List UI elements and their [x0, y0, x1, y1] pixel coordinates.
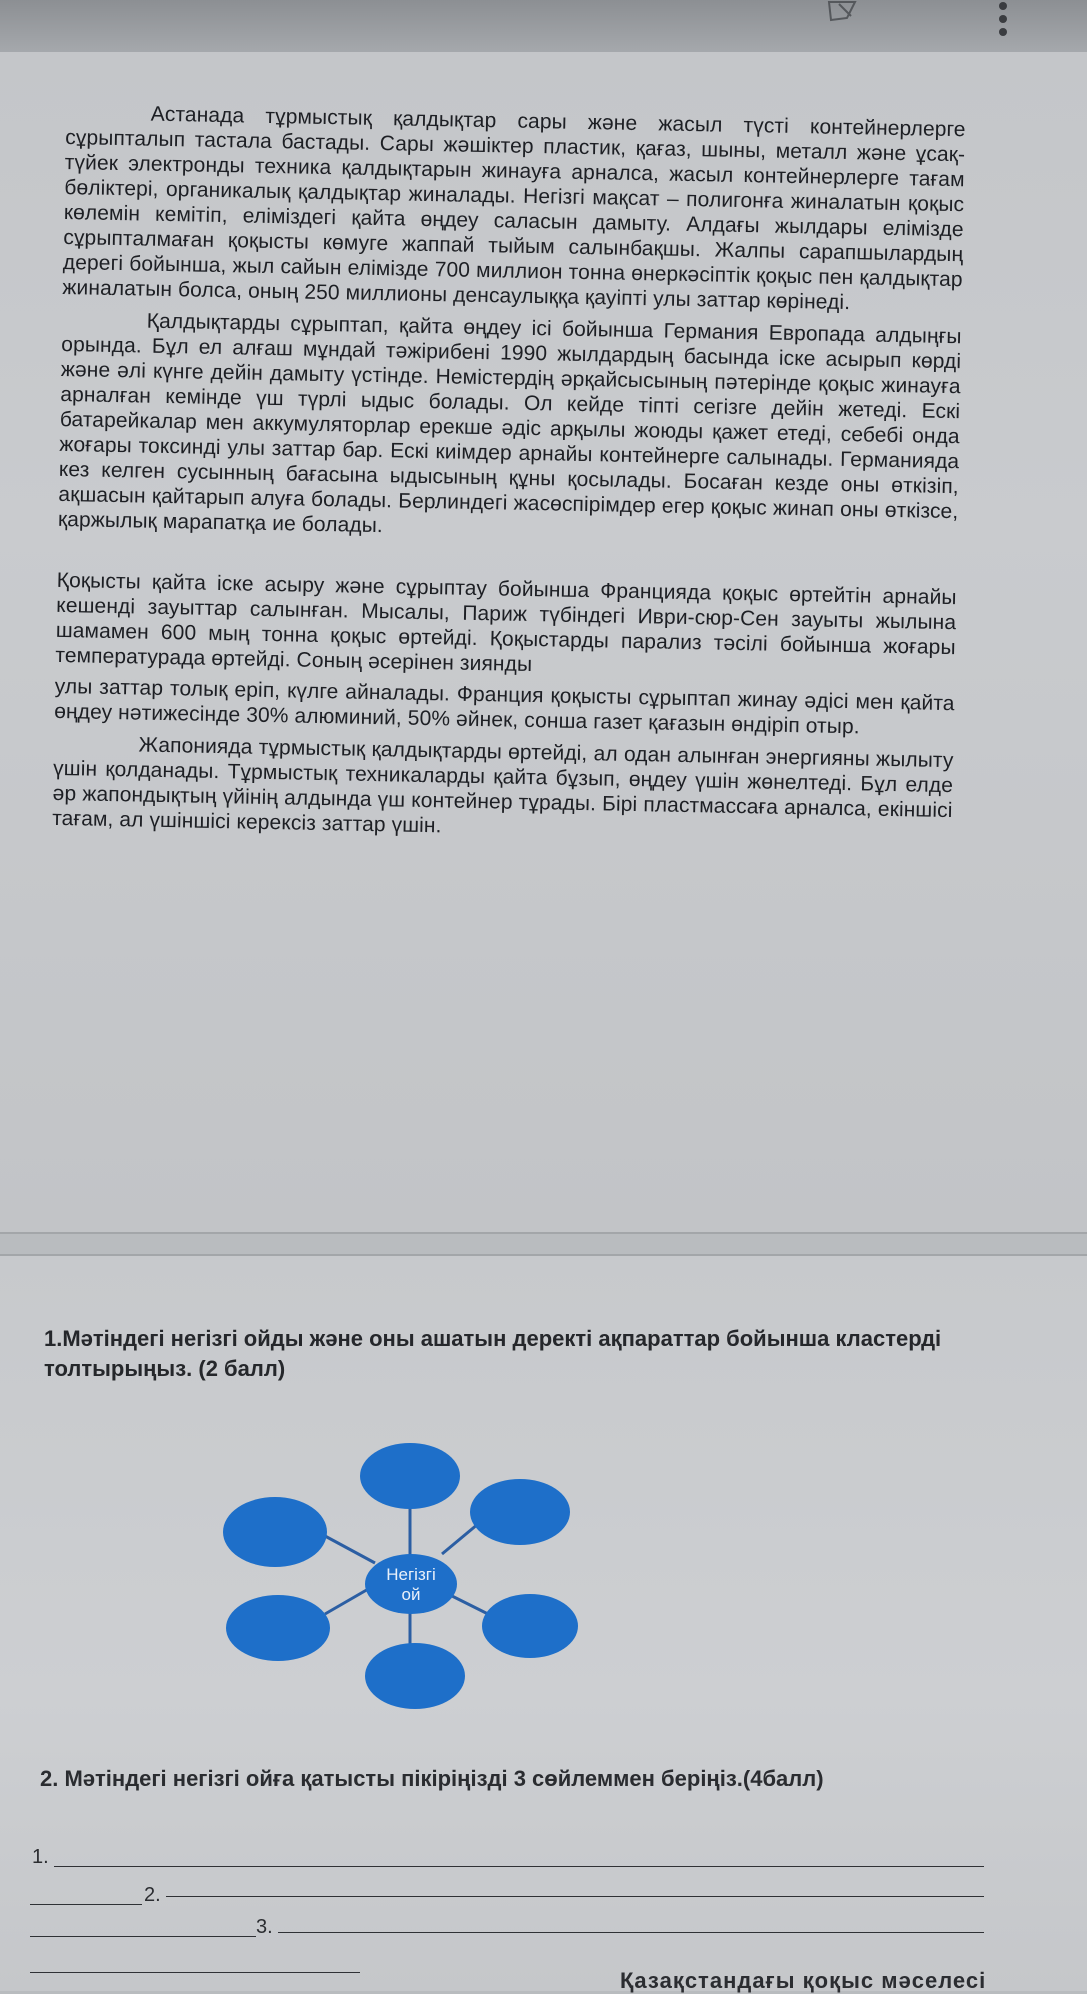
- answer-number-1: 1.: [32, 1846, 49, 1868]
- answer-line-1b[interactable]: [30, 1904, 142, 1905]
- answer-line-2[interactable]: [166, 1896, 984, 1897]
- answer-line-3[interactable]: [278, 1932, 984, 1933]
- answer-line-3b[interactable]: [30, 1972, 360, 1973]
- task1-prompt: 1.Мәтіндегі негізгі ойды және оны ашатын деректі ақпараттар бойынша кластерді толтырыңыз. (2 балл): [44, 1326, 942, 1381]
- task-sheet: [0, 1256, 1087, 1991]
- cluster-center-label-1: Негізгі: [386, 1565, 436, 1584]
- article-page: [0, 52, 1087, 1232]
- cluster-bubble-lower-left[interactable]: [226, 1595, 330, 1661]
- paragraph-france: Қоқысты қайта іске асыру және сұрыптау бойынша Францияда қоқыс өртейтін арнайы кешенді зауыттар салынған. Мысалы, Париж түбіндегі Иври-сюр-Сен зауыты жылына шамамен 600 мың тонна қоқыс өртейді. Қоқыстарды парализ тәсілі бойынша жоғары температурада өртейді. Соның әсерінен зиянды: [55, 568, 957, 677]
- answer-number-3: 3.: [256, 1916, 273, 1938]
- paragraph-germany: Қалдықтарды сұрыптап, қайта өңдеу ісі бойынша Германия Европада алдыңғы орында. Бұл ел алғаш мұндай тәжірибені 1990 жылдардың басында іске асырып көрді және әлі күнге дейін дамыту үстінде. Немістердің әрқайсысының пәтерінде қоқыс жинауға арналған кемінде үш түрлі ыдыс болады. Ол кейде тіпті сегізге дейін жетеді. Ескі батарейкалар мен аккумуляторлар ерекше әдіс арқылы жоюды қажет етеді, себебі онда жоғары токсинді улы заттар бар. Ескі киімдер арнайы контейнерге салынады. Германияда кез келген сусынның бағасына ыдысының құны қосылады. Босаған кезде оны өткізіп, ақшасын қайтарып алуға болады. Берлиндегі жасөспірімдер егер қоқыс жинап оны өткізсе, қаржылық марапатқа ие болады.: [57, 309, 962, 538]
- article-text: [52, 100, 966, 855]
- more-vertical-icon[interactable]: [996, 2, 1010, 34]
- answer-line-1[interactable]: [54, 1866, 984, 1867]
- answer-line-2b[interactable]: [30, 1936, 256, 1937]
- paragraph-france-cont: улы заттар толық еріп, күлге айналады. Франция қоқысты сұрыптап жинау әдісі мен қайта өңдеу нәтижесінде 30% алюминий, 50% әйнек, сонша газет қағазын өндіріп отыр.: [54, 674, 955, 739]
- divider: [0, 1232, 1087, 1234]
- paragraph-japan: Жапонияда тұрмыстық қалдықтарды өртейді, ал одан алынған энергияны жылыту үшін қолданады. Тұрмыстық техникаларды қайта бұзып, өңдеу үшін жөнелтеді. Бұл елде әр жапондықтың үйінің алдында үш контейнер тұрады. Бірі пластмассаға арналса, екіншісі тағам, ал үшіншісі керексіз заттар үшін.: [51, 733, 954, 838]
- paragraph-astana: Астанада тұрмыстық қалдықтар сары және жасыл түсті контейнерлерге сұрыпталып тастала бастады. Сары жәшіктер пластик, қағаз, шыны, металл және ұсақ-түйек электронды техника қалдықтарын жинауға арналса, жасыл контейнерлерге тағам бөліктері, органикалық қалдықтар жиналады. Негізгі мақсат – полигонға жиналатын қоқыс көлемін кемітіп, еліміздегі қайта өңдеу саласын дамыту. Алдағы жылдары елімізде сұрыпталмаған қоқысты көмуге жаппай тыйым салынбақшы. Жалпы сарапшылардың дерегі бойынша, жыл сайын елімізде 700 миллион тонна өнеркәсіптік қоқыс пен қалдықтар жиналатын болса, оның 250 миллионы денсаулыққа қауіпті улы заттар көрінеді.: [62, 102, 966, 315]
- cluster-center-label-2: ой: [401, 1585, 421, 1604]
- task2-prompt: 2. Мәтіндегі негізгі ойға қатысты пікіріңізді 3 сөйлеммен беріңіз.(4балл): [40, 1766, 824, 1791]
- cluster-bubble-upper-left[interactable]: [223, 1497, 327, 1567]
- cluster-bubble-upper-right[interactable]: [470, 1479, 570, 1545]
- cluster-bubble-bottom[interactable]: [365, 1643, 465, 1709]
- next-task-title-cut: Қазақстандағы қоқыс мәселесі: [620, 1968, 987, 1993]
- cluster-bubble-lower-right[interactable]: [482, 1594, 578, 1658]
- cluster-center: [365, 1554, 457, 1614]
- cluster-diagram: [210, 1436, 610, 1716]
- answer-number-2: 2.: [144, 1884, 161, 1906]
- cluster-bubble-top[interactable]: [360, 1443, 460, 1509]
- pen-icon[interactable]: [825, 0, 865, 22]
